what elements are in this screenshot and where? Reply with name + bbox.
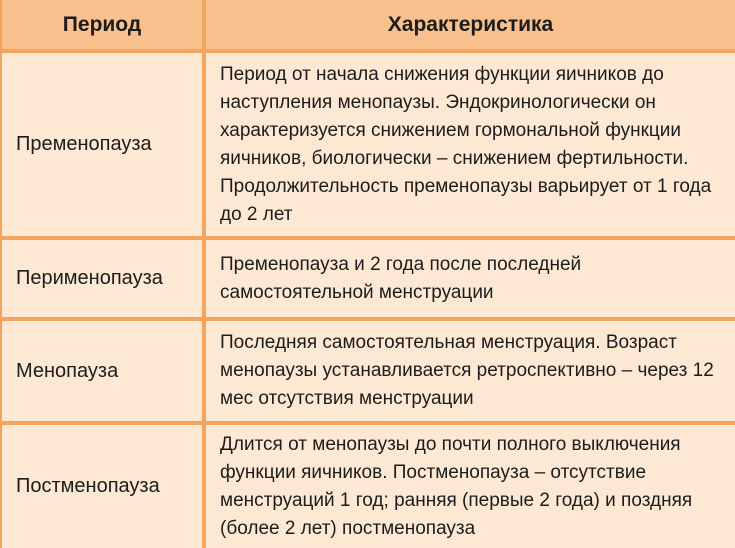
period-cell: Менопауза (2, 321, 202, 421)
description-text: Последняя самостоятельная менструация. Возраст менопаузы устанавливается ретроспективно – через 12 мес отсутствия менструации (220, 332, 714, 409)
period-cell: Пременопауза (2, 53, 202, 236)
period-cell: Постменопауза (2, 425, 202, 548)
table-header-row (2, 0, 735, 49)
description-text: Период от начала снижения функции яичников до наступления менопаузы. Эндокринологически он характеризуется снижением гормональной функции яичников, биологически – снижением фертильности. Продолжительность пременопаузы варьирует от 1 года до 2 лет (220, 63, 712, 225)
period-cell: Перименопауза (2, 240, 202, 317)
table-row (2, 425, 735, 548)
header-period: Период (2, 0, 202, 49)
description-cell (206, 53, 735, 236)
table-row (2, 321, 735, 421)
table-row (2, 53, 735, 236)
description-text: Длится от менопаузы до почти полного выключения функции яичников. Постменопауза – отсутствие менструаций 1 год; ранняя (первые 2 года) и поздняя (более 2 лет) постменопауза (220, 433, 693, 539)
description-cell (206, 425, 735, 548)
description-text: Пременопауза и 2 года после последней самостоятельной менструации (220, 253, 582, 303)
header-characteristic: Характеристика (206, 0, 735, 49)
description-cell (206, 240, 735, 317)
description-cell (206, 321, 735, 421)
table-row (2, 240, 735, 317)
